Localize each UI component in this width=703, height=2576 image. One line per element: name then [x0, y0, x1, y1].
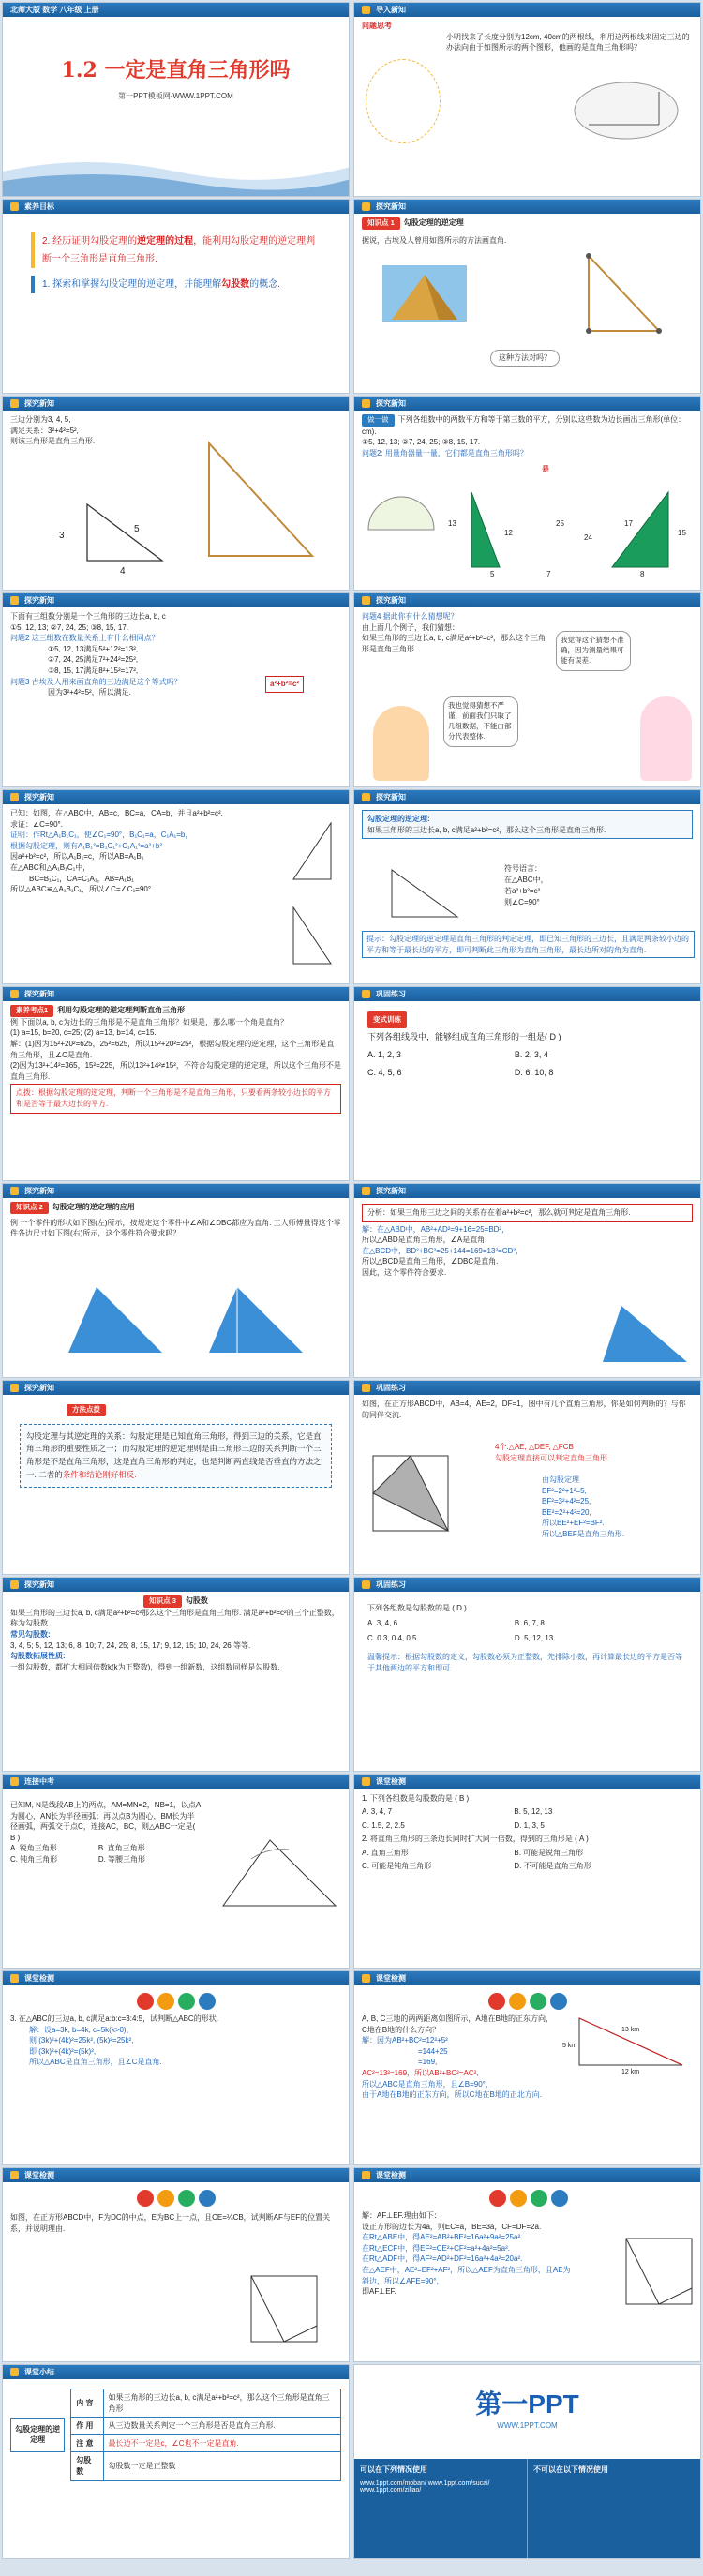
proof-3: 因a²+b²=c²，所以A₁B₁=c，所以AB=A₁B₁ [10, 852, 144, 861]
slide-header [3, 1381, 349, 1395]
question-2: 问题2: 用量角器量一量，它们都是直角三角形吗？ [362, 449, 528, 458]
summary-key-pythagorean: 勾股数 [71, 2452, 103, 2480]
proof-4: 在△ABC和△A₁B₁C₁中， [10, 862, 91, 872]
slide-header [354, 1971, 700, 1985]
calc-block: 由勾股定理 EF²=2²+1²=5, BF²=3²+4²=25, BE²=2²+4²=20, 所以BE²+EF²=BF². 所以△BEF是直角三角形. [542, 1475, 624, 1538]
header-text: 课堂检测 [24, 2171, 54, 2179]
line-2: 满足关系：3²+4²=5², [10, 426, 79, 435]
slide-header [354, 987, 700, 1001]
step-5: 因此，这个零件符合要求. [362, 1267, 447, 1277]
question-bubble: 这种方法对吗？ [490, 350, 560, 367]
triangle-figure [382, 861, 467, 926]
slide-header [354, 1381, 700, 1395]
q1-option-b[interactable]: B. 5, 12, 13 [514, 1807, 553, 1817]
site-watermark: 第一PPT模板网-WWW.1PPT.COM [118, 92, 233, 100]
section-icon [362, 399, 370, 408]
slide-check1 [353, 1774, 701, 1969]
section-icon [10, 596, 19, 605]
exam-question: 已知M, N是线段AB上的两点，AM=MN=2，NB=1，以点A为圆心，AN长为半径画弧；再以点B为圆心，BM长为半径画弧，两弧交于点C，连接AC，BC，则△ABC一定是( B ) [10, 1801, 202, 1842]
step-1: 解：因为AB²+BC²=12²+5² [362, 2036, 448, 2045]
question: 3. 在△ABC的三边a, b, c满足a:b:c=3:4:5，试判断△ABC的形状. [10, 2014, 218, 2023]
distance-12: 12 km [621, 2069, 640, 2075]
option-d[interactable]: D. 6, 10, 8 [514, 1067, 554, 1077]
line-1: 下面有三组数分别是一个三角形的三边长a, b, c [10, 612, 166, 621]
pyramid-image [382, 265, 467, 322]
slide-header [3, 2365, 349, 2379]
method-box: 勾股定理与其逆定理的关系：勾股定理是已知直角三角形，得到三边的关系，它是直角三角形的重要性质之一；而勾股定理的逆定理则是由三角形三边的关系判断一个三角形是不是直角三角形，这是直角三角形的判定，也是判断两直线是否垂直的方法之一. 二者的条件和结论刚好相反. [20, 1424, 332, 1488]
example-text: 例 一个零件的形状如下图(左)所示，按规定这个零件中∠A和∠DBC都应为直角. 工人师傅量得这个零件各边尺寸如下图(右)所示，这个零件符合要求吗？ [10, 1218, 341, 1238]
header-text: 探究新知 [24, 596, 54, 605]
step-3: 在△BCD中，BD²+BC²=25+144=169=13²=CD²， [362, 1246, 524, 1255]
try-tag: 做一做 [362, 414, 395, 427]
slide-header [354, 200, 700, 214]
header-text: 探究新知 [24, 793, 54, 801]
step-5: 在Rt△ADF中，得AF²=AD²+DF²=16a²+4a²=20a². [362, 2254, 523, 2264]
prove: 求证：∠C=90°. [10, 819, 63, 829]
decor-wave [3, 143, 350, 197]
step-6: 由于A地在B地的正东方向，所以C地在B地的正北方向. [362, 2090, 543, 2100]
answer-yes: 是 [542, 465, 549, 473]
header-text: 探究新知 [376, 596, 406, 605]
slide-example1 [2, 986, 350, 1181]
triangle-8-15-17 [603, 483, 687, 577]
common-heading: 常见勾股数: [10, 1630, 51, 1640]
tip-box: 点拨：根据勾股定理的逆定理，判断一个三角形是不是直角三角形，只要看两条较小边长的平方和是否等于最大边长的平方. [10, 1084, 341, 1113]
slide-header [3, 200, 349, 214]
line-3: 则该三角形是直角三角形. [10, 437, 96, 446]
protractor-icon [364, 490, 439, 532]
header-text: 探究新知 [376, 1187, 406, 1195]
slide-point3 [2, 1577, 350, 1772]
line-1: 三边分别为3, 4, 5, [10, 415, 71, 424]
question-4: 问题4 据此你有什么猜想呢？ [362, 612, 458, 621]
distance-13: 13 km [621, 2027, 640, 2033]
option-a[interactable]: A. 锐角三角形 [10, 1844, 57, 1853]
row-3: ③8, 15, 17满足8²+15²=17², [48, 666, 139, 675]
extension-heading: 勾股数拓展性质: [10, 1652, 66, 1661]
label-7: 7 [546, 570, 551, 578]
step-5: 所以△ABC是直角三角形，且∠B=90°， [362, 2079, 493, 2089]
summary-value-use: 从三边数量关系判定一个三角形是否是直角三角形. [103, 2418, 340, 2435]
section-icon [362, 1187, 370, 1195]
definition: 如果三角形的三边长a, b, c满足a²+b²=c²那么这个三角形是直角三角形. 满足a²+b²=c²的三个正整数，称为勾股数. [10, 1608, 339, 1628]
slide-solution [353, 1183, 701, 1378]
summary-table [70, 2389, 341, 2481]
section-icon [10, 2368, 19, 2376]
header-text: 素养目标 [24, 202, 54, 211]
slide-header [354, 1775, 700, 1789]
slide-header [354, 790, 700, 804]
header-text: 课堂检测 [376, 1777, 406, 1786]
section-icon [362, 202, 370, 211]
step-3: 即 (3k)²+(4k)²=(5k)², [29, 2046, 97, 2056]
slide-check3 [353, 1970, 701, 2165]
tip-text: 温馨提示：根据勾股数的定义，勾股数必须为正整数，先排除小数，再计算最长边的平方是否等于其他两边的平方和即可. [367, 1653, 682, 1672]
square-figure [364, 1446, 457, 1540]
distance-5: 5 km [562, 2043, 577, 2049]
proof-2: 根据勾股定理，则有A₁B₁²=B₁C₁²+C₁A₁²=a²+b² [10, 841, 162, 850]
question-1: 1. 下列各组数是勾股数的是 ( B ) [362, 1794, 470, 1803]
conjecture-text: 如果三角形的三边长a, b, c满足a²+b²=c²，那么这个三角形是直角三角形. [362, 634, 546, 653]
slide-check2 [2, 1970, 350, 2165]
disallowed-heading: 不可以在以下情况使用 [533, 2465, 608, 2474]
level-circles [10, 1993, 341, 2010]
option-d[interactable]: D. 5, 12, 13 [514, 1634, 554, 1642]
header-text: 课堂检测 [376, 1974, 406, 1983]
summary-value-note: 最长边不一定是c，∠C也不一定是直角. [103, 2434, 340, 2452]
step-1: 解：AF⊥EF.理由如下： [362, 2211, 441, 2220]
slide-check4-solution [353, 2167, 701, 2362]
option-b[interactable]: B. 直角三角形 [97, 1844, 145, 1853]
symbol-language: 符号语言： 在△ABC中， 若a²+b²=c² 则∠C=90° [504, 864, 548, 906]
summary-value-content: 如果三角形的三边长a, b, c满足a²+b²=c²，那么这个三角形是直角三角形 [103, 2389, 340, 2418]
try-list: ①5, 12, 13; ②7, 24, 25; ③8, 15, 17. [362, 438, 481, 447]
square-figure [247, 2271, 322, 2346]
common-list: 3, 4, 5; 5, 12, 13; 6, 8, 10; 7, 24, 25; 8, 15, 17; 9, 12, 15; 10, 24, 26 等等. [10, 1640, 251, 1650]
q1-option-a[interactable]: A. 3, 4, 7 [362, 1807, 393, 1817]
question: A, B, C三地的两两距离如图所示，A地在B地的正东方向，C地在B地的什么方向？ [362, 2014, 554, 2034]
slide-header [354, 1578, 700, 1592]
extension-text: 一组勾股数，都扩大相同倍数k(k为正整数)，得到一组新数，这组数同样是勾股数. [10, 1662, 280, 1671]
slide-exam [2, 1774, 350, 1969]
answer-3: 因为3²+4²=5²，所以满足. [48, 688, 131, 697]
question: 如图，在正方形ABCD中，F为DC的中点，E为BC上一点，且CE=¼CB，试判断AF与EF的位置关系，并说明理由. [10, 2213, 331, 2233]
slide-practice2 [353, 1380, 701, 1575]
summary-key-use: 作 用 [71, 2418, 103, 2435]
proof-1: 证明：作Rt△A₁B₁C₁，使∠C₁=90°，B₁C₁=a，C₁A₁=b， [10, 831, 193, 840]
section-icon [10, 1777, 19, 1786]
slide-proof [2, 789, 350, 984]
slide-ad [353, 2364, 701, 2559]
slide-title [2, 2, 350, 197]
slide-method [2, 1380, 350, 1575]
side-b: 4 [120, 566, 126, 577]
slide-header [3, 593, 349, 607]
boy-cartoon-image [373, 706, 429, 781]
section-icon [10, 399, 19, 408]
section-icon [362, 2171, 370, 2179]
section-icon [10, 1974, 19, 1983]
summary-root: 勾股定理的逆定理 [10, 2418, 65, 2452]
header-text: 探究新知 [376, 793, 406, 801]
part-figure [593, 1296, 696, 1371]
header-text: 连接中考 [24, 1777, 54, 1786]
header-text: 探究新知 [24, 1384, 54, 1392]
header-text: 探究新知 [24, 1580, 54, 1589]
slide-point2 [2, 1183, 350, 1378]
q2-option-d[interactable]: D. 不可能是直角三角形 [514, 1861, 591, 1870]
section-icon [362, 1384, 370, 1392]
option-c[interactable]: C. 钝角三角形 [10, 1854, 58, 1864]
question: 下列各组数是勾股数的是 ( D ) [367, 1604, 467, 1612]
level-circles [10, 2190, 341, 2207]
point-title: 勾股数 [185, 1596, 208, 1605]
q1-option-d[interactable]: D. 1, 3, 5 [514, 1820, 545, 1830]
option-a[interactable]: A. 1, 2, 3 [367, 1049, 402, 1059]
header-text: 探究新知 [24, 399, 54, 408]
section-icon [362, 1974, 370, 1983]
label-24: 24 [584, 533, 592, 542]
slide-header [3, 1971, 349, 1985]
option-b[interactable]: B. 6, 7, 8 [514, 1619, 545, 1627]
question-2: 2. 将直角三角形的三条边长同时扩大同一倍数，得到的三角形是 ( A ) [362, 1835, 589, 1844]
slide-header [3, 3, 349, 17]
section-icon [10, 990, 19, 998]
label-13: 13 [448, 519, 456, 528]
step-2: 则 (3k)²+(4k)²=25k², (5k)²=25k², [29, 2036, 134, 2045]
slide-header [3, 2168, 349, 2182]
section-icon [362, 6, 370, 14]
slide-goals [2, 199, 350, 394]
step-4: AC²=13²=169，所以AB²+BC²=AC², [362, 2068, 479, 2077]
bubble-girl: 我觉得这个猜想不准确，因为测量结果可能有误差. [556, 631, 631, 671]
step-7: 即AF⊥EF. [362, 2287, 396, 2297]
point-tag: 知识点 3 [143, 1595, 182, 1608]
summary-value-pythagorean: 勾股数一定是正整数 [103, 2452, 340, 2480]
lesson-title: 1.2 一定是直角三角形吗 [61, 58, 291, 82]
wire-figure [570, 73, 682, 148]
slide-intro [353, 2, 701, 197]
section-icon [10, 1580, 19, 1589]
girl-cartoon-image [640, 696, 692, 781]
label-25: 25 [556, 519, 564, 528]
point-title: 勾股定理的逆定理 [403, 218, 464, 227]
slide-conjecture [353, 592, 701, 787]
slide-header [3, 1775, 349, 1789]
answer-block: 4个.△AE, △DEF, △FCB 勾股定理直接可以判定直角三角形. [495, 1443, 610, 1462]
label-8: 8 [640, 570, 645, 578]
option-c[interactable]: C. 0.3, 0.4, 0.5 [367, 1634, 417, 1642]
part-right-figure [200, 1278, 312, 1362]
proof-6: 所以△ABC≌△A₁B₁C₁，所以∠C=∠C₁=90°. [10, 885, 154, 894]
q1-option-c[interactable]: C. 1.5, 2, 2.5 [362, 1820, 405, 1830]
header-text: 巩固练习 [376, 1580, 406, 1589]
side-a: 3 [59, 531, 65, 541]
step-6: 在△AEF中，AE²=EF²+AF²，所以△AEF为直角三角形，且AE为斜边，所以∠AFE=90°， [362, 2265, 571, 2285]
rope-triangle-figure [570, 237, 673, 340]
triangle-a1b1c1 [284, 898, 340, 973]
step-4: 所以△ABC是直角三角形，且∠C是直角. [29, 2058, 162, 2067]
equation-box: a²+b²=c² [265, 676, 304, 693]
slide-theorem [353, 789, 701, 984]
triangle-345 [68, 495, 181, 570]
point-tag: 知识点 2 [10, 1202, 49, 1214]
method-tag: 方法点拨 [67, 1404, 106, 1416]
step-2: =144+25 [418, 2046, 448, 2056]
section-icon [10, 202, 19, 211]
level-circles [362, 2190, 695, 2207]
question-text: 小明找来了长度分别为12cm, 40cm的两根线，利用这两根线来固定三边的办法向由于如图所示的两个图形，他画的是直角三角形吗？ [446, 32, 690, 52]
step-3: 在Rt△ABE中，得AE²=AB²+BE²=16a²+9a²=25a². [362, 2233, 523, 2242]
section-icon [10, 2171, 19, 2179]
allowed-heading: 可以在下列情况使用 [360, 2465, 427, 2474]
section-icon [362, 793, 370, 801]
example-question: 例 下面以a, b, c为边长的三角形是不是直角三角形？如果是，那么哪一个角是直角？ [10, 1017, 289, 1026]
allowed-links[interactable]: www.1ppt.com/moban/ www.1ppt.com/sucai/ www.1ppt.com/ziliao/ [360, 2480, 490, 2494]
section-icon [362, 990, 370, 998]
slide-practice1 [353, 986, 701, 1181]
label-5: 5 [490, 570, 495, 578]
header-text: 探究新知 [24, 1187, 54, 1195]
slide-example-345 [2, 396, 350, 591]
line-1: 由上面几个例子，我们猜想： [362, 622, 459, 632]
label-12: 12 [504, 529, 513, 537]
solution-1: 解：(1)因为15²+20²=625，25²=625，所以15²+20²=25²，根据勾股定理的逆定理，这个三角形是直角三角形，且∠C是直角. [10, 1040, 335, 1059]
rope-triangle-figure [190, 425, 322, 565]
variant-tag: 变式训练 [367, 1011, 407, 1028]
triangle-5-12-13 [443, 483, 528, 577]
try-text: 下列各组数中的两数平方和等于第三数的平方，分别以这些数为边长画出三角形(单位：cm). [362, 415, 686, 436]
slide-header [3, 790, 349, 804]
brand-url[interactable]: WWW.1PPT.COM [497, 2421, 558, 2430]
square-figure [621, 2234, 696, 2309]
arc-triangle-figure [214, 1831, 345, 1915]
section-icon [362, 596, 370, 605]
slide-header [354, 593, 700, 607]
q2-option-a[interactable]: A. 直角三角形 [362, 1848, 409, 1857]
slide-pattern [2, 592, 350, 787]
q2-option-c[interactable]: C. 可能是钝角三角形 [362, 1861, 432, 1870]
line-2: ①5, 12, 13; ②7, 24, 25; ③8, 15, 17. [10, 622, 129, 632]
bubble-boy: 我也觉得猜想不严谨，前面我们只取了几组数据，不能由部分代表整体. [443, 696, 518, 747]
slide-header [3, 987, 349, 1001]
step-4: 在Rt△ECF中，得EF²=CE²+CF²=a²+4a²=5a². [362, 2243, 510, 2253]
section-icon [10, 1187, 19, 1195]
section-icon [10, 793, 19, 801]
question: 如图，在正方形ABCD中，AB=4，AE=2，DF=1，图中有几个直角三角形，你是如何判断的？与你的同伴交流. [362, 1400, 686, 1419]
header-text: 导入新知 [376, 6, 406, 14]
slide-summary [2, 2364, 350, 2559]
header-text: 北师大版 数学 八年级 上册 [10, 6, 99, 14]
goal-2: 2. 经历证明勾股定理的逆定理的过程，能利用勾股定理的逆定理判断一个三角形是直角三角形. [31, 232, 321, 268]
slide-practice3 [353, 1577, 701, 1772]
brand-logo: 第一PPT [475, 2389, 579, 2419]
option-a[interactable]: A. 3, 4, 6 [367, 1619, 398, 1627]
tip-box: 提示：勾股定理的逆定理是直角三角形的判定定理，即已知三角形的三边长，且满足两条较小边的平方和等于最长边的平方，即可判断此三角形为直角三角形，最长边所对的角为直角. [362, 931, 695, 958]
option-c[interactable]: C. 4, 5, 6 [367, 1067, 402, 1077]
point-text: 据说，古埃及人曾用如图所示的方法画直角. [362, 235, 507, 245]
step-4: 所以△BCD是直角三角形，∠DBC是直角. [362, 1257, 499, 1266]
row-2: ②7, 24, 25满足7²+24²=25², [48, 655, 139, 665]
slide-header [354, 2168, 700, 2182]
slide-header [354, 3, 700, 17]
step-1: 解：设a=3k, b=4k, c=5k(k>0)， [29, 2025, 134, 2034]
solution-2: (2)因为13²+14²=365，15²=225，所以13²+14²≠15²，不符合勾股定理的逆定理，所以这个三角形不是直角三角形. [10, 1061, 341, 1081]
section-icon [362, 1580, 370, 1589]
section-icon [362, 1777, 370, 1786]
option-d[interactable]: D. 等腰三角形 [97, 1854, 146, 1864]
given: 已知：如图，在△ABC中，AB=c，BC=a，CA=b，并且a²+b²=c². [10, 809, 223, 817]
proof-5: BC=B₁C₁，CA=C₁A₁，AB=A₁B₁ [29, 874, 135, 883]
point-title: 勾股定理的逆定理的应用 [52, 1203, 135, 1211]
section-icon [10, 1384, 19, 1392]
slide-point1 [353, 199, 701, 394]
slide-header [354, 1184, 700, 1198]
step-2: 设正方形的边长为4a，则EC=a，BE=3a，CF=DF=2a. [362, 2222, 542, 2231]
analysis: 分析：如果三角形三边之间的关系存在着a²+b²=c²，那么就可判定是直角三角形. [362, 1204, 693, 1222]
step-2: 所以△ABD是直角三角形，∠A是直角. [362, 1236, 487, 1245]
slide-header [354, 397, 700, 411]
point-tag: 知识点 1 [362, 217, 400, 230]
header-text: 探究新知 [376, 202, 406, 211]
theorem-text: 如果三角形的三边长a, b, c满足a²+b²=c²，那么这个三角形是直角三角形. [367, 825, 606, 834]
header-text: 巩固练习 [376, 990, 406, 998]
question: 下列各组线段中，能够组成直角三角形的一组是( D ) [367, 1031, 561, 1041]
thinking-boy-image [366, 59, 441, 143]
header-text: 巩固练习 [376, 1384, 406, 1392]
header-text: 课堂检测 [376, 2171, 406, 2179]
header-text: 课堂检测 [24, 1974, 54, 1983]
triangle-abc [284, 814, 340, 889]
slide-header [3, 1184, 349, 1198]
slide-try [353, 396, 701, 591]
summary-key-content: 内 容 [71, 2389, 103, 2418]
question-3: 问题3 古埃及人用来画直角的三边满足这个等式吗？ [10, 677, 182, 686]
header-text: 探究新知 [24, 990, 54, 998]
point-title: 利用勾股定理的逆定理判断直角三角形 [57, 1006, 186, 1014]
header-text: 课堂小结 [24, 2368, 54, 2376]
side-c: 5 [134, 524, 140, 534]
theorem-title: 勾股定理的逆定理: [367, 815, 430, 823]
question-heading: 问题思考 [362, 22, 392, 30]
slide-check4 [2, 2167, 350, 2362]
label-15: 15 [678, 529, 686, 537]
option-b[interactable]: B. 2, 3, 4 [514, 1049, 548, 1059]
goal-1: 1. 探索和掌握勾股定理的逆定理，并能理解勾股数的概念. [31, 276, 321, 293]
part-left-figure [59, 1278, 172, 1362]
summary-key-note: 注 意 [71, 2434, 103, 2452]
slide-header [3, 1578, 349, 1592]
question-2: 问题2 这三组数在数量关系上有什么相同点？ [10, 634, 159, 643]
row-1: ①5, 12, 13满足5²+12²=13², [48, 644, 139, 653]
slide-header [3, 397, 349, 411]
point-tag: 素养考点1 [10, 1005, 53, 1017]
example-data: (1) a=15, b=20, c=25; (2) a=13, b=14, c=15. [10, 1028, 157, 1038]
label-17: 17 [624, 519, 633, 528]
header-text: 探究新知 [376, 399, 406, 408]
q2-option-b[interactable]: B. 可能是锐角三角形 [514, 1848, 584, 1857]
step-1: 解：在△ABD中，AB²+AD²=9+16=25=BD²， [362, 1224, 510, 1234]
step-3: =169, [418, 2058, 438, 2067]
